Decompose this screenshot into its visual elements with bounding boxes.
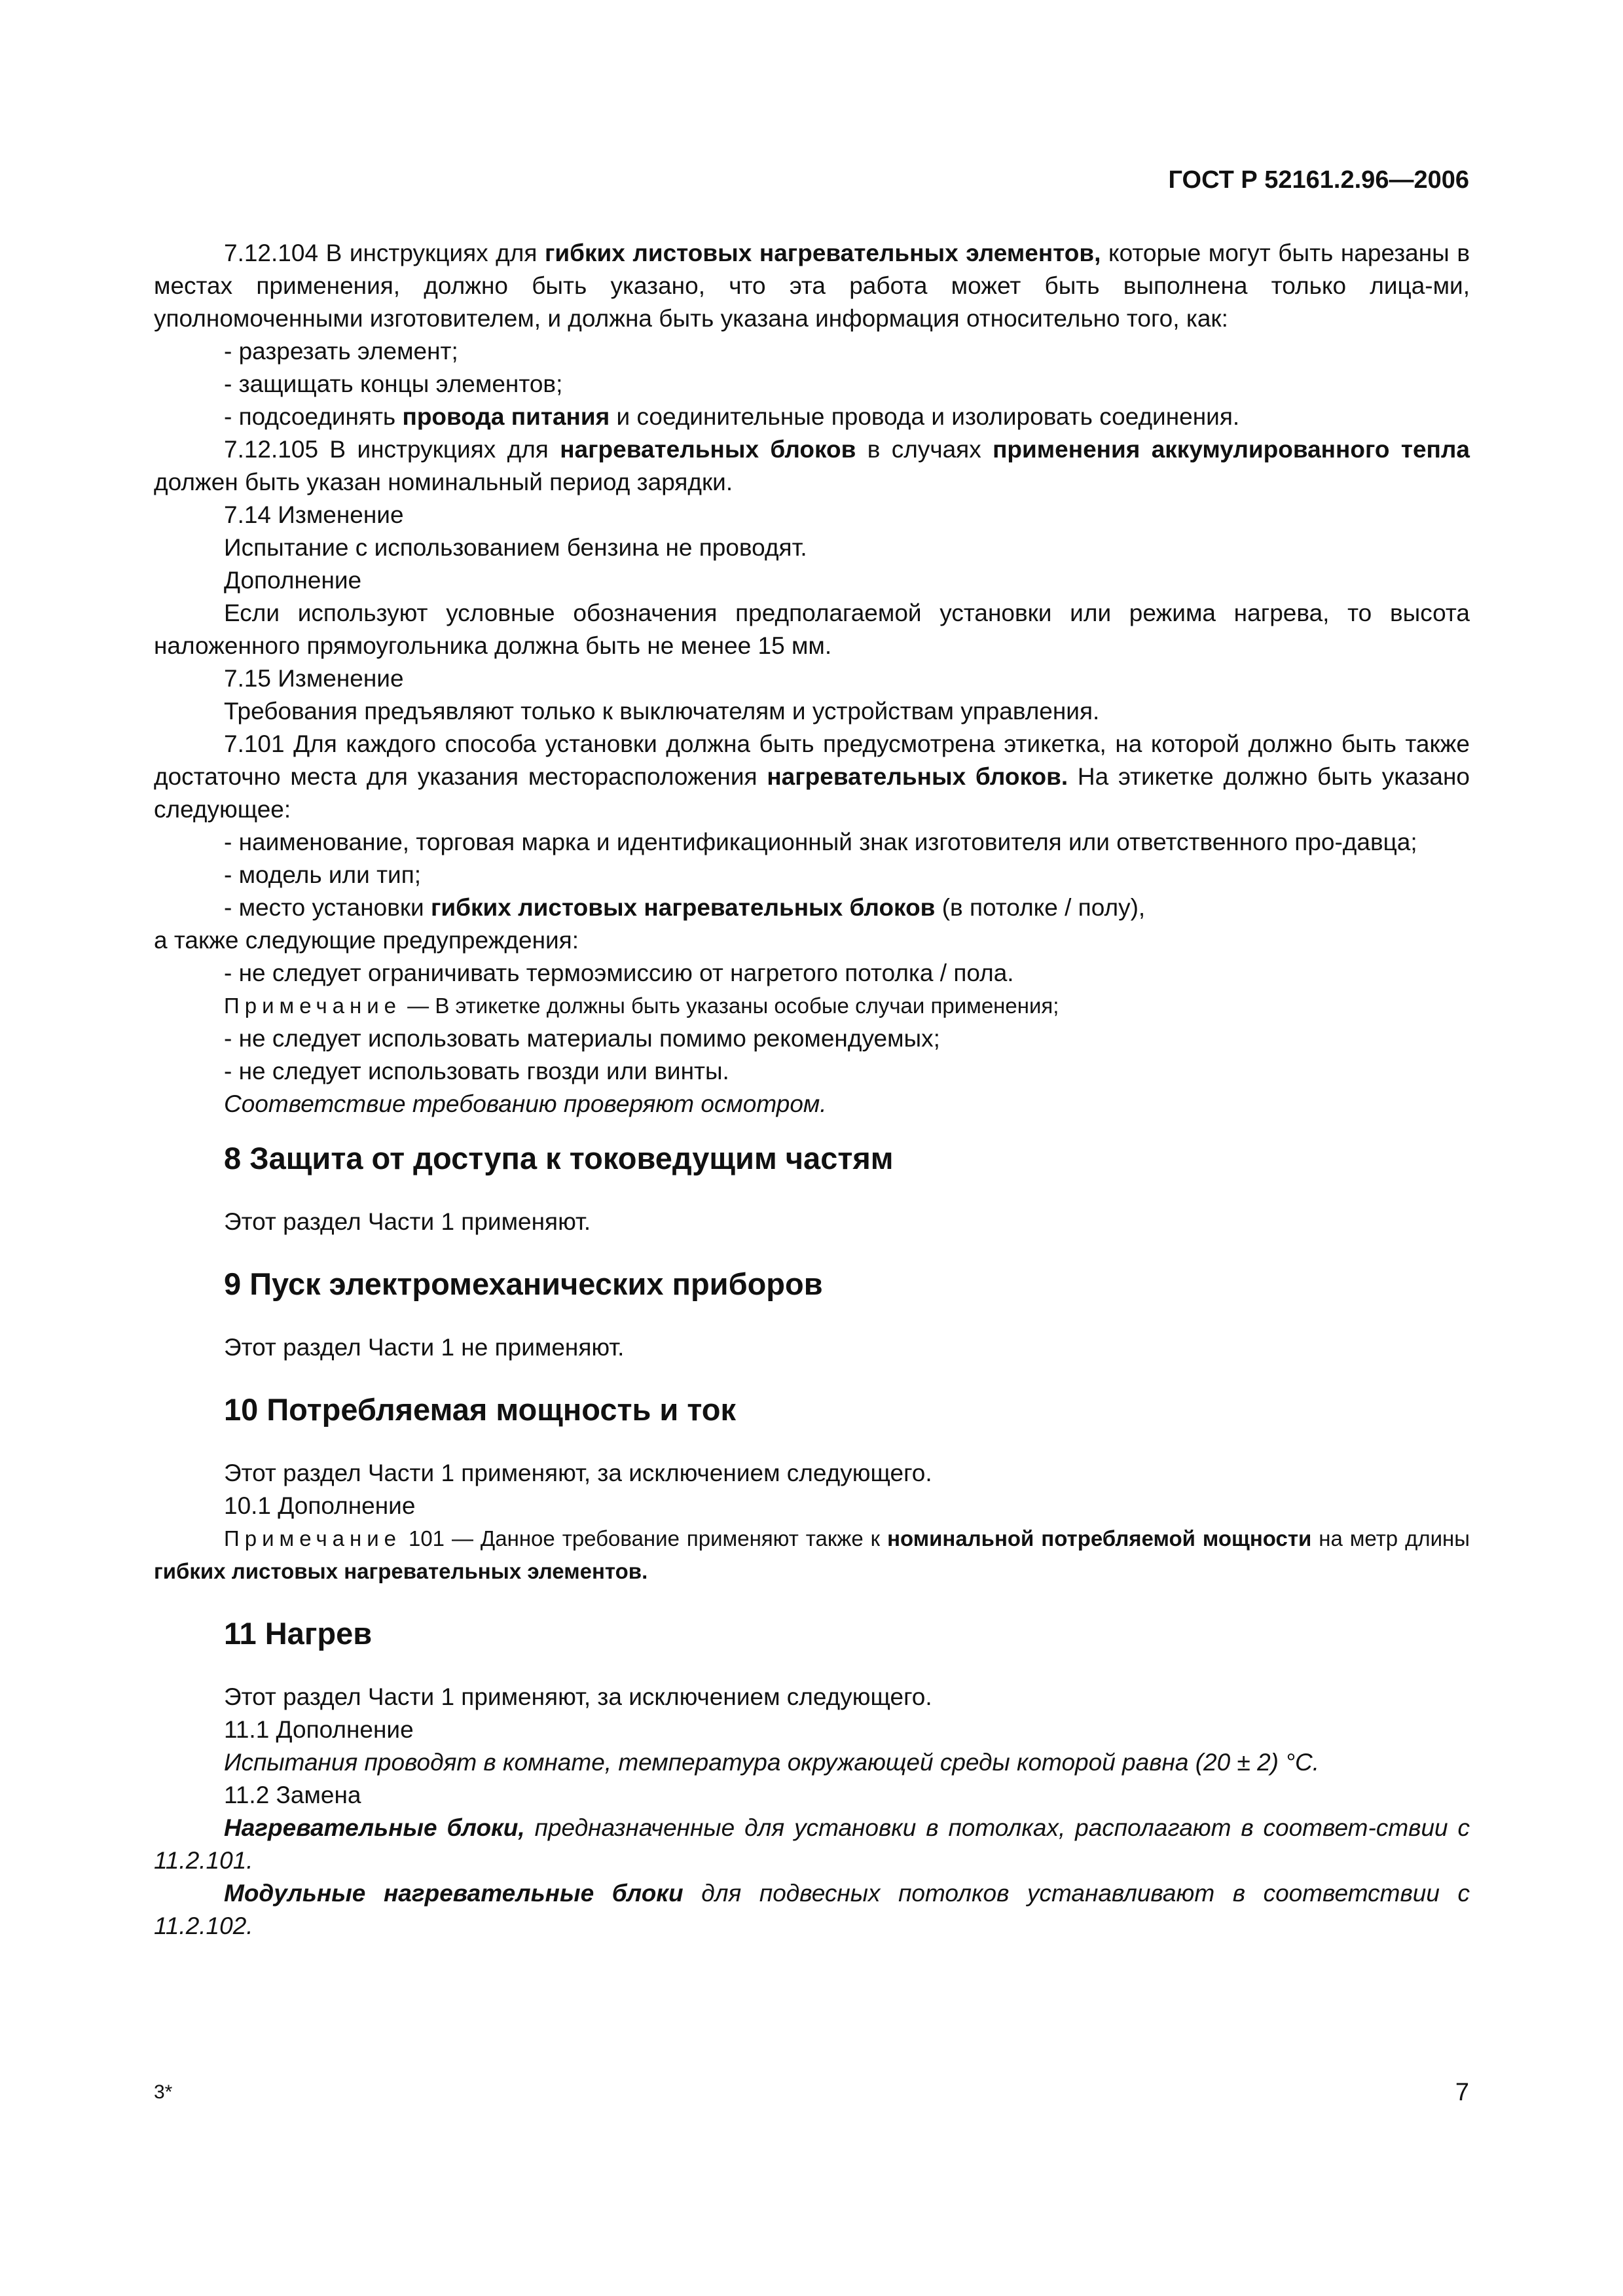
list-item-text: - место установки xyxy=(224,894,431,921)
clause-text: 7.12.105 В инструкциях для xyxy=(224,436,560,463)
clause-7-15-title: 7.15 Изменение xyxy=(224,665,404,692)
document-header-id: ГОСТ Р 52161.2.96—2006 xyxy=(1168,166,1469,194)
clause-7-101 xyxy=(154,728,1470,826)
note-text: — В этикетке должны быть указаны особые случаи применения; xyxy=(401,994,1059,1018)
list-item-text: (в потолке / полу), xyxy=(935,894,1146,921)
clause-term: Нагревательные блоки, xyxy=(224,1814,525,1841)
clause-text: должен быть указан номинальный период зарядки. xyxy=(154,469,733,495)
clause-7-14-addition-text: Если используют условные обозначения предполагаемой установки или режима нагрева, то высота наложенного прямоугольника должна быть не менее 15 мм. xyxy=(154,600,1470,659)
list-item: - модель или тип; xyxy=(224,861,422,888)
note-label: Примечание xyxy=(224,1526,402,1551)
clause-11-1-text: Испытания проводят в комнате, температура окружающей среды которой равна (20 ± 2) °С. xyxy=(224,1749,1320,1776)
clause-7-12-104 xyxy=(154,237,1470,335)
warnings-intro: а также следующие предупреждения: xyxy=(154,927,579,954)
note-label: Примечание xyxy=(224,994,402,1018)
list-item-text: - подсоединять xyxy=(224,403,403,430)
clause-text: для подвесных потолков устанавливают в соответствии с 11.2.102. xyxy=(154,1880,1470,1939)
clause-7-14-addition: Дополнение xyxy=(224,567,362,594)
clause-11-2-title: 11.2 Замена xyxy=(224,1782,361,1808)
section-10-text: Этот раздел Части 1 применяют, за исключением следующего. xyxy=(224,1460,932,1486)
list-item xyxy=(154,891,1470,924)
warning-item: - не следует использовать материалы помимо рекомендуемых; xyxy=(224,1025,940,1052)
note-text: 101 — Данное требование применяют также к xyxy=(401,1526,888,1551)
clause-text: предназначенные для установки в потолках, располагают в соответ-ствии с 11.2.101. xyxy=(154,1814,1470,1874)
note-term: гибких листовых нагревательных элементов. xyxy=(154,1559,648,1583)
list-item: - наименование, торговая марка и идентификационный знак изготовителя или ответственного про-давца; xyxy=(224,829,1417,855)
note-101 xyxy=(154,1522,1470,1588)
clause-text: в случаях xyxy=(856,436,993,463)
section-9-text: Этот раздел Части 1 не применяют. xyxy=(224,1334,625,1361)
list-item: - защищать концы элементов; xyxy=(224,370,563,397)
clause-7-12-105 xyxy=(154,433,1470,499)
clause-11-2-para-2 xyxy=(154,1877,1470,1943)
clause-10-1-title: 10.1 Дополнение xyxy=(224,1492,416,1519)
clause-7-14-text: Испытание с использованием бензина не проводят. xyxy=(224,534,807,561)
list-item xyxy=(154,401,1470,433)
section-8-text: Этот раздел Части 1 применяют. xyxy=(224,1208,591,1235)
clause-term: Модульные нагревательные блоки xyxy=(224,1880,684,1907)
clause-text: 7.101 Для каждого способа установки должна быть предусмотрена этикетка, на которой должно быть также достаточно места для указания месторасположения xyxy=(154,730,1470,790)
clause-7-15-text: Требования предъявляют только к выключателям и устройствам управления. xyxy=(224,698,1100,725)
section-10-heading: 10 Потребляемая мощность и ток xyxy=(224,1392,737,1427)
note xyxy=(154,990,1470,1022)
document-body xyxy=(154,237,1470,1943)
list-item-term: провода питания xyxy=(402,403,610,430)
clause-term: гибких листовых нагревательных элементов, xyxy=(544,240,1101,266)
section-11-heading: 11 Нагрев xyxy=(224,1616,373,1651)
note-text: на метр длины xyxy=(1311,1526,1470,1551)
warning-item: - не следует ограничивать термоэмиссию от нагретого потолка / пола. xyxy=(224,960,1014,986)
compliance-check: Соответствие требованию проверяют осмотром. xyxy=(224,1090,827,1117)
clause-11-1-title: 11.1 Дополнение xyxy=(224,1716,414,1743)
clause-term: применения аккумулированного тепла xyxy=(993,436,1470,463)
sheet-mark: 3* xyxy=(154,2081,173,2103)
section-8-heading: 8 Защита от доступа к токоведущим частям xyxy=(224,1141,894,1175)
clause-term: нагревательных блоков xyxy=(560,436,856,463)
section-11-text: Этот раздел Части 1 применяют, за исключением следующего. xyxy=(224,1683,932,1710)
note-term: номинальной потребляемой мощности xyxy=(887,1526,1312,1551)
clause-text: На этикетке должно быть указано следующее: xyxy=(154,763,1470,823)
clause-text: которые могут быть нарезаны в местах применения, должно быть указано, что эта работа может быть выполнена только лица-ми, уполномоченными изготовителем, и должна быть указана информация относительно того, как: xyxy=(154,240,1470,332)
list-item: - разрезать элемент; xyxy=(224,338,458,365)
clause-text: 7.12.104 В инструкциях для xyxy=(224,240,545,266)
clause-7-14-title: 7.14 Изменение xyxy=(224,501,404,528)
page-number: 7 xyxy=(1455,2079,1469,2106)
section-9-heading: 9 Пуск электромеханических приборов xyxy=(224,1266,823,1301)
list-item-term: гибких листовых нагревательных блоков xyxy=(431,894,936,921)
warning-item: - не следует использовать гвозди или винты. xyxy=(224,1058,729,1085)
clause-term: нагревательных блоков. xyxy=(767,763,1068,790)
list-item-text: и соединительные провода и изолировать соединения. xyxy=(610,403,1240,430)
clause-11-2-para-1 xyxy=(154,1812,1470,1877)
